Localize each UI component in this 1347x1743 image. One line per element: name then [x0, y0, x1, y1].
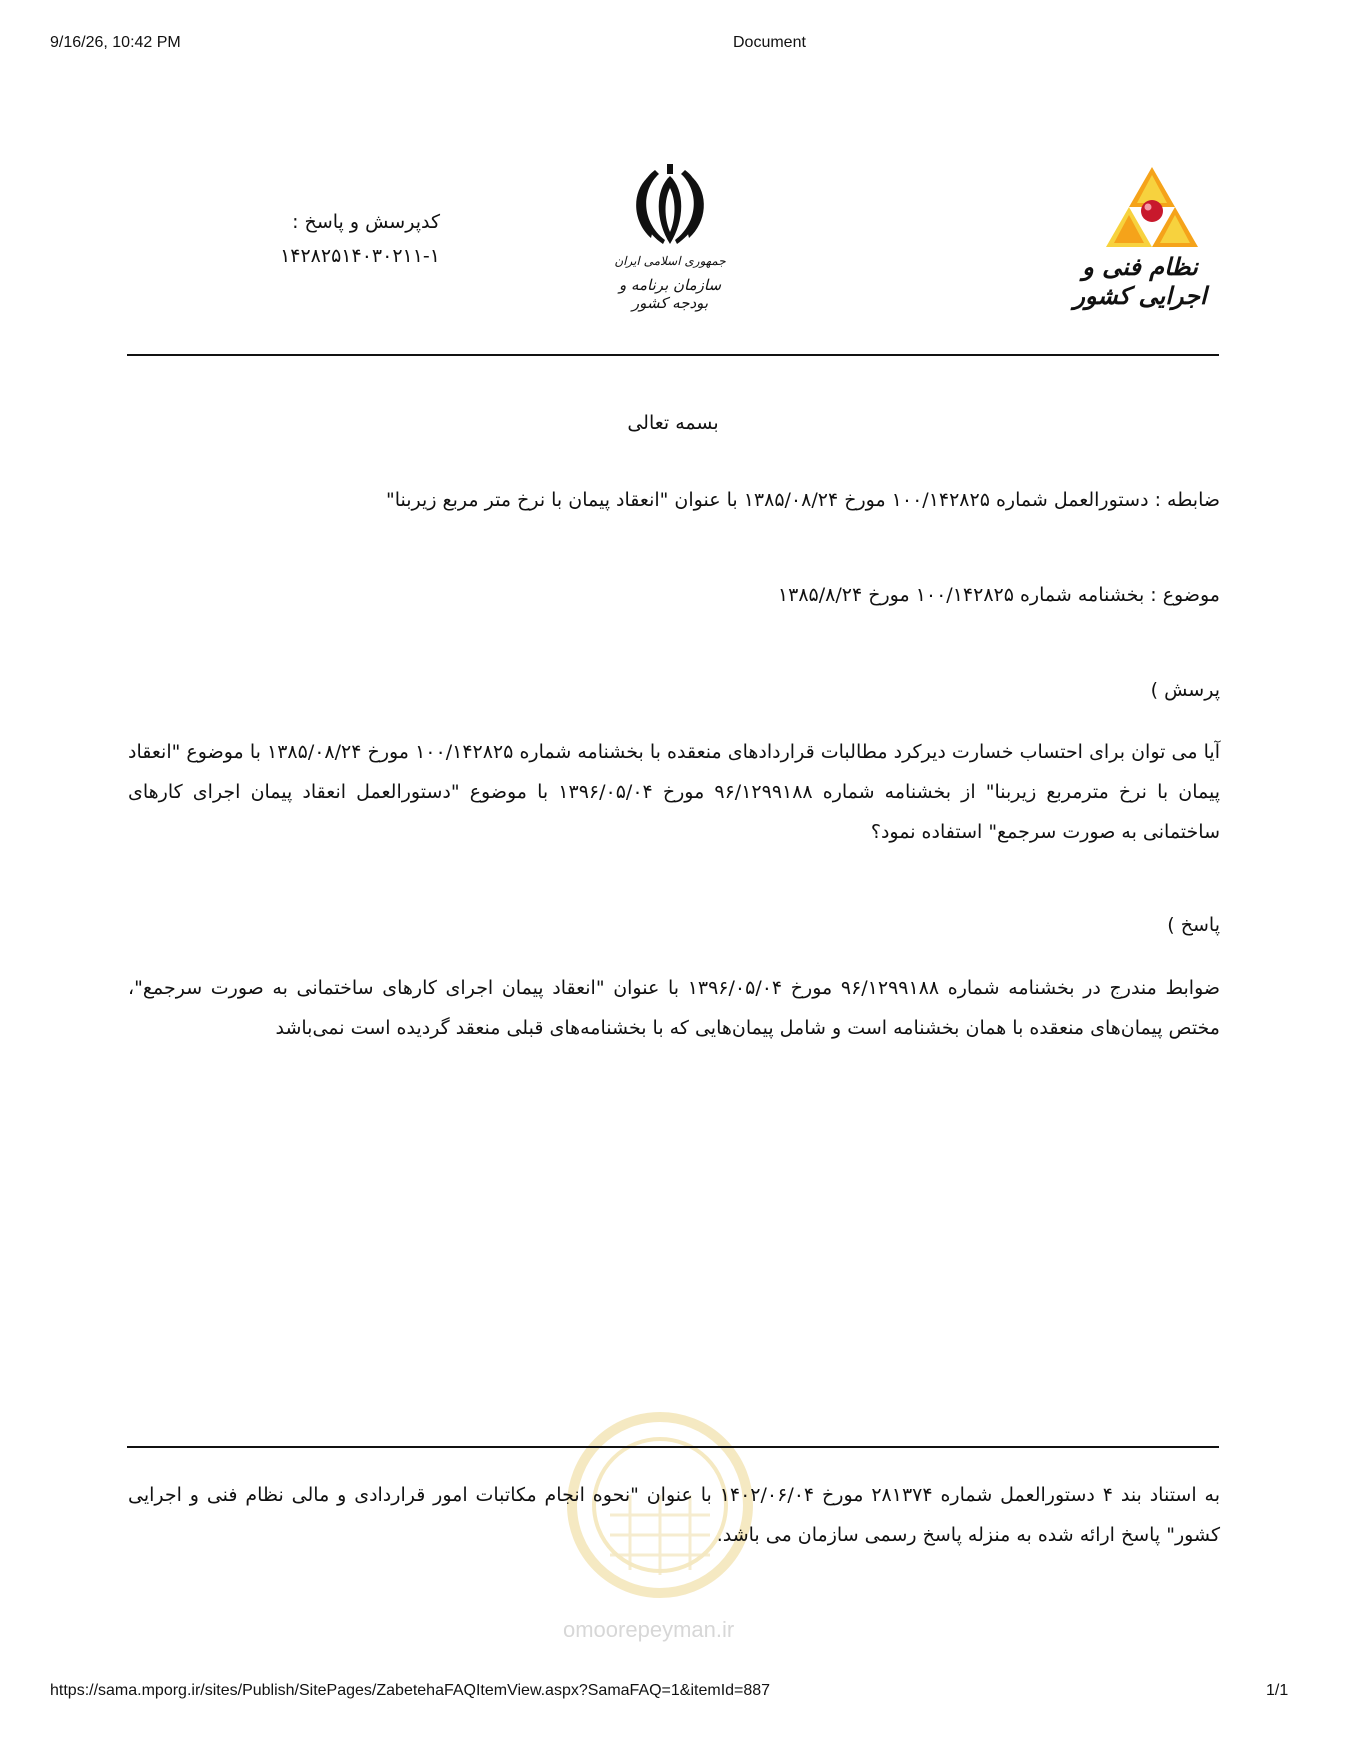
subject-line: موضوع : بخشنامه شماره ۱۰۰/۱۴۲۸۲۵ مورخ ۱۳۸۵/۸/۲۴ — [777, 584, 1220, 606]
basmala: بسمه تعالی — [627, 412, 719, 434]
print-url: https://sama.mporg.ir/sites/Publish/SitePages/ZabetehaFAQItemView.aspx?SamaFAQ=1&itemId=887 — [50, 1682, 771, 1699]
regulation-line: ضابطه : دستورالعمل شماره ۱۰۰/۱۴۲۸۲۵ مورخ ۱۳۸۵/۰۸/۲۴ با عنوان "انعقاد پیمان با نرخ متر مربع زیربنا" — [386, 489, 1220, 511]
answer-text: ضوابط مندرج در بخشنامه شماره ۹۶/۱۲۹۹۱۸۸ مورخ ۱۳۹۶/۰۵/۰۴ با عنوان "انعقاد پیمان اجرای کارهای ساختمانی به صورت سرجمع"، مختص پیمان‌های منعقده با همان بخشنامه است و شامل پیمان‌هایی که با بخشنامه‌های قبلی منعقد گردیده است نمی‌باشد — [128, 977, 1221, 1039]
answer-heading: پاسخ ) — [1167, 914, 1220, 936]
iran-emblem-icon — [625, 160, 715, 250]
triangle-blocks-icon — [1097, 165, 1207, 251]
faq-code — [240, 205, 440, 273]
faq-code-label: کدپرسش و پاسخ : — [292, 211, 440, 233]
footer-divider — [127, 1446, 1219, 1448]
faq-code-value: ۱۴۲۸۲۵۱۴۰۳۰۲۱۱-۱ — [280, 245, 440, 267]
nezam-fanni-logo — [1055, 160, 1225, 310]
emblem-caption-line2: سازمان برنامه و بودجه کشور — [618, 276, 722, 312]
header-divider — [127, 354, 1219, 356]
footer-note: به استناد بند ۴ دستورالعمل شماره ۲۸۱۳۷۴ مورخ ۱۴۰۲/۰۶/۰۴ با عنوان "نحوه انجام مکاتبات امور قراردادی و مالی نظام فنی و اجرایی کشور" پاسخ ارائه شده به منزله پاسخ رسمی سازمان می باشد. — [128, 1484, 1220, 1546]
plan-budget-org-logo — [600, 158, 740, 312]
emblem-caption-line1: جمهوری اسلامی ایران — [614, 254, 726, 268]
question-heading: پرسش ) — [1150, 679, 1220, 701]
nezam-fanni-logo-text: نظام فنی و اجرایی کشور — [1073, 252, 1207, 310]
question-text: آیا می توان برای احتساب خسارت دیرکرد مطالبات قراردادهای منعقده با بخشنامه شماره ۱۰۰/۱۴۲۸۲۵ مورخ ۱۳۸۵/۰۸/۲۴ با موضوع "انعقاد پیمان با نرخ مترمربع زیربنا" از بخشنامه شماره ۹۶/۱۲۹۹۱۸۸ مورخ ۱۳۹۶/۰۵/۰۴ با موضوع "دستورالعمل انعقاد پیمان اجرای کارهای ساختمانی به صورت سرجمع" استفاده نمود؟ — [128, 741, 1221, 843]
print-page-number: 1/1 — [1266, 1682, 1289, 1699]
print-datetime: 9/16/26, 10:42 PM — [50, 34, 181, 51]
watermark-url: omoorepeyman.ir — [563, 1617, 735, 1642]
print-doc-title: Document — [733, 34, 806, 51]
